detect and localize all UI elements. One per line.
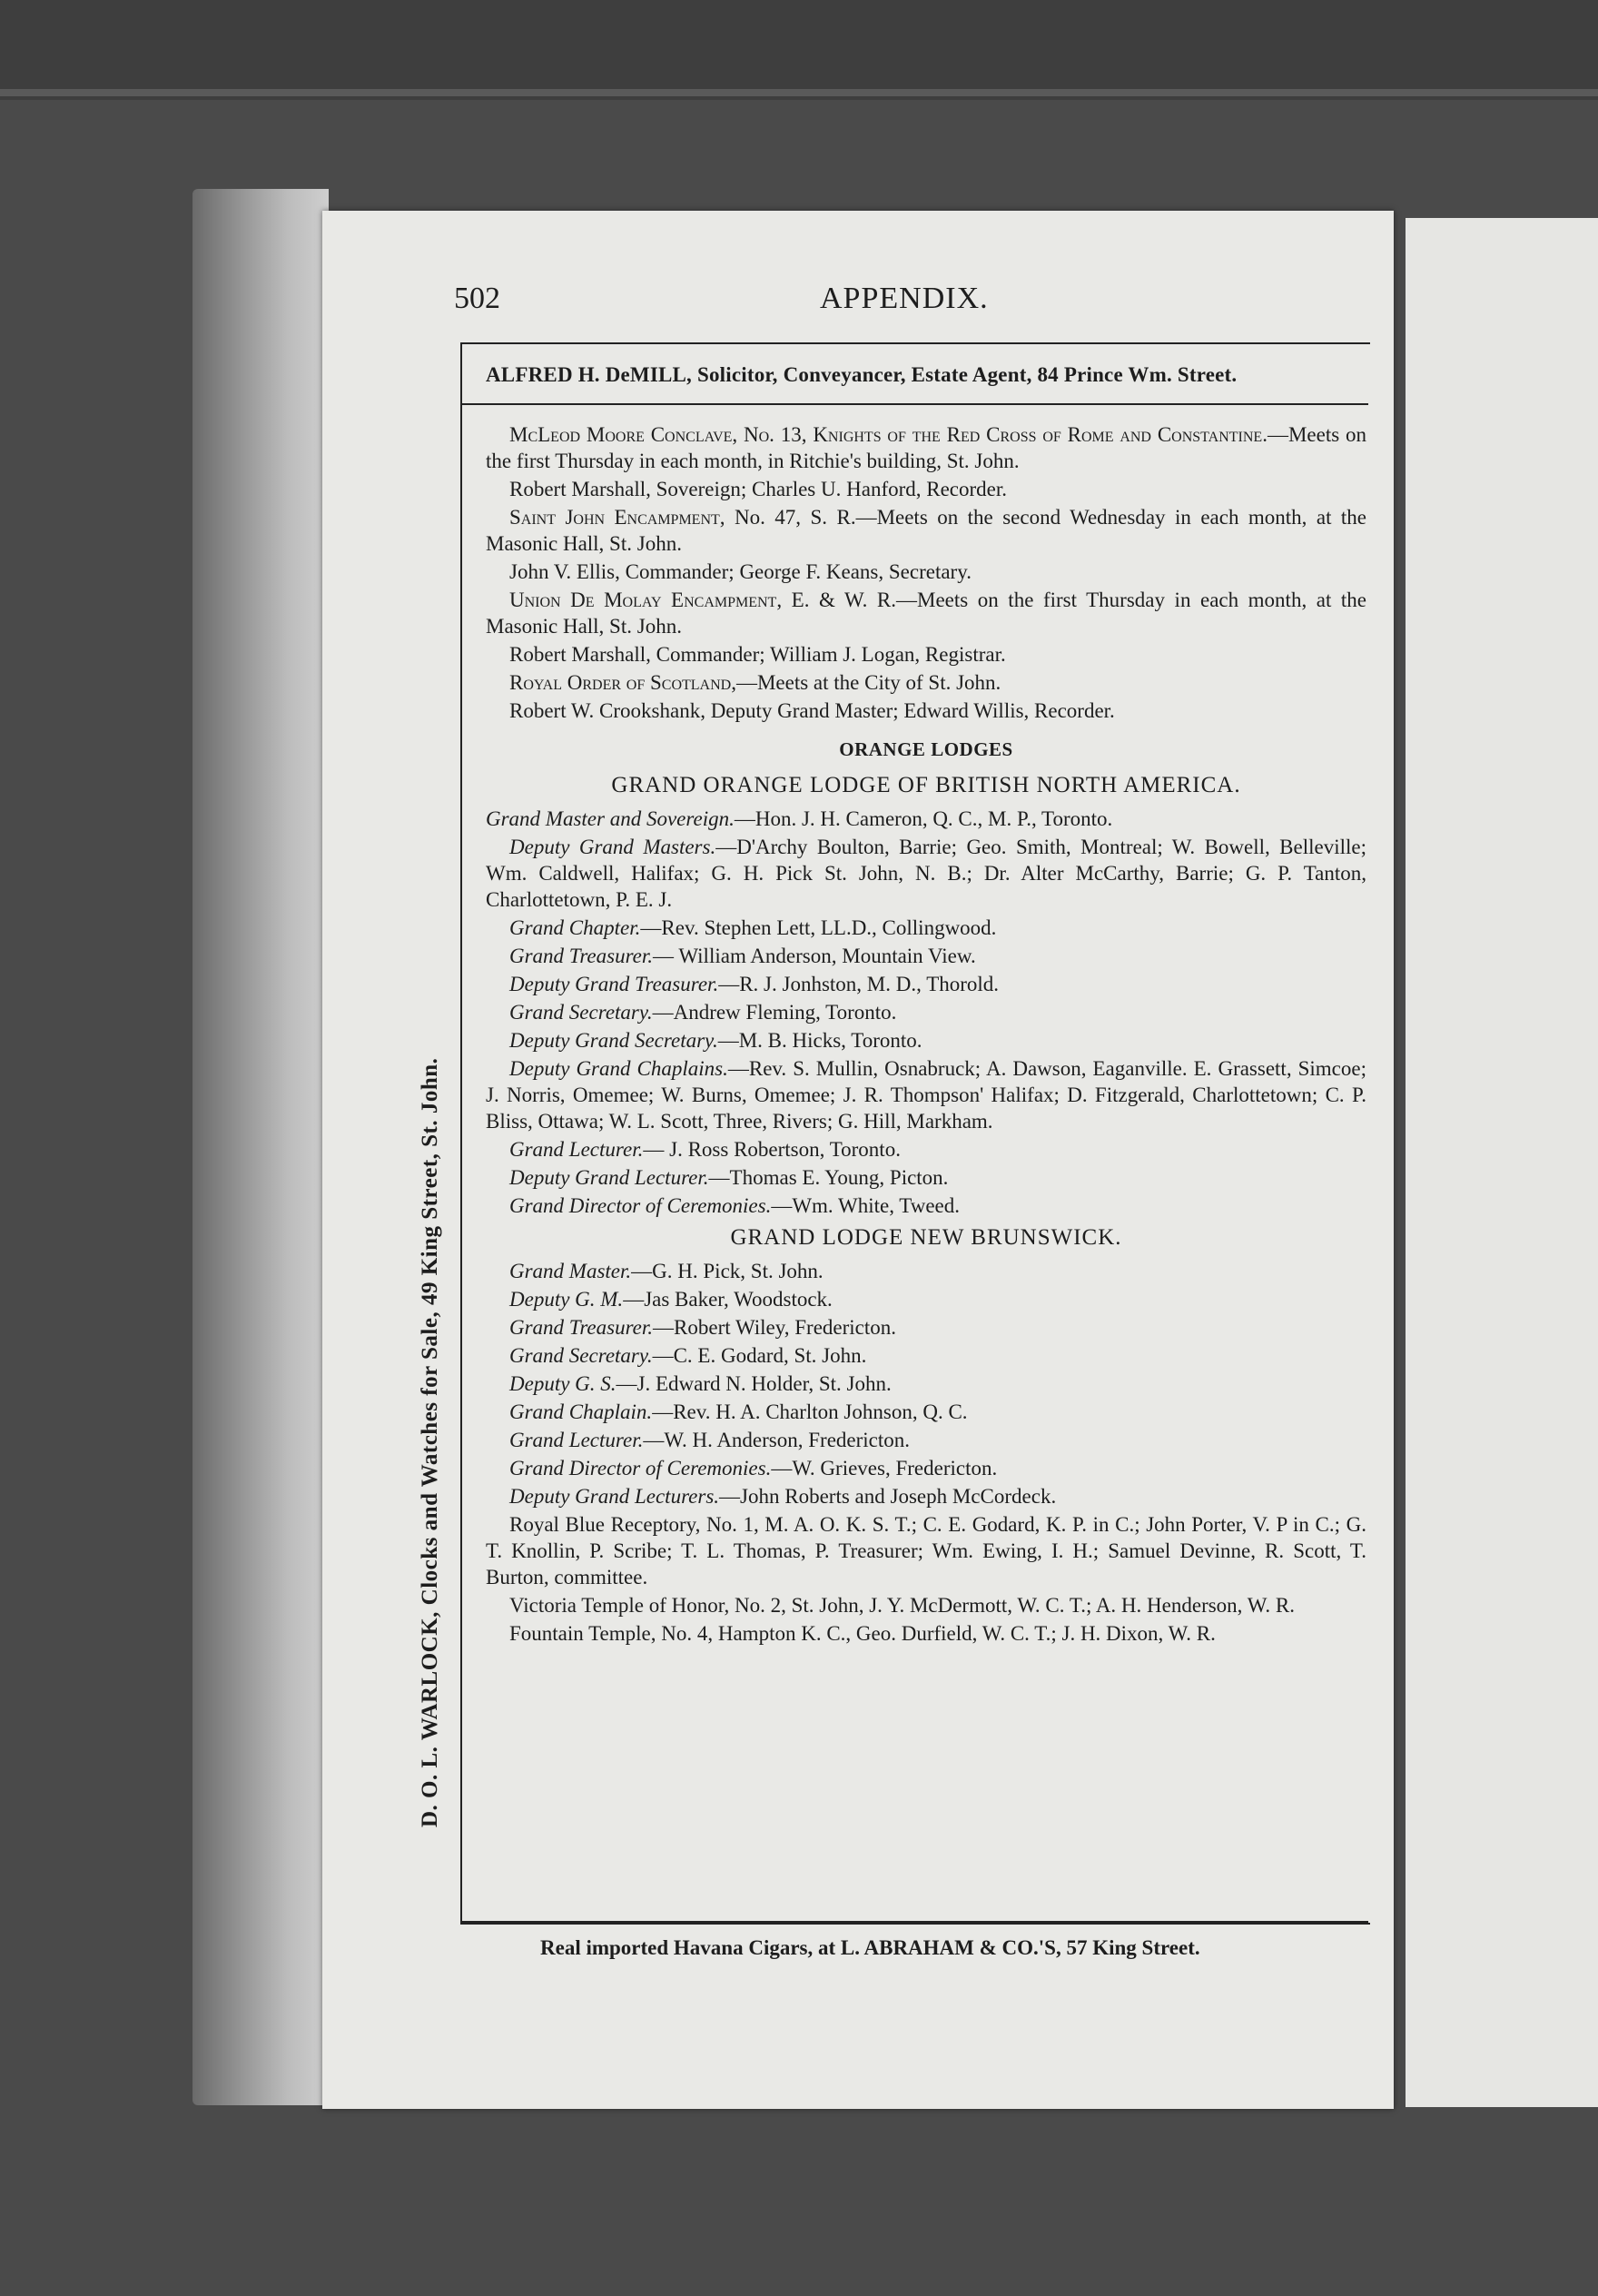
officer-entry	[486, 1286, 1366, 1312]
entry-lead: McLeod Moore Conclave, No. 13, Knights of the Red Cross of Rome and Constantine.	[509, 423, 1268, 446]
bottom-advertisement: Real imported Havana Cigars, at L. ABRAHAM & CO.'S, 57 King Street.	[540, 1936, 1200, 1959]
running-title: APPENDIX.	[820, 282, 989, 315]
officer-entry	[486, 1342, 1366, 1369]
officer-entry	[486, 834, 1366, 913]
officer-text: —Andrew Fleming, Toronto.	[652, 1001, 897, 1024]
entry-text: No. 47, S. R.—Meets on the second Wednesday in each month, at the Masonic Hall, St. John.	[486, 506, 1367, 555]
officer-title: Deputy Grand Masters.	[509, 836, 716, 858]
officer-entry	[486, 1193, 1366, 1219]
section-heading: ORANGE LODGES	[839, 738, 1013, 760]
officer-title: Deputy Grand Treasurer.	[509, 973, 719, 995]
officer-title: Deputy G. S.	[509, 1372, 617, 1395]
facing-page	[1406, 218, 1598, 2107]
officer-entry	[486, 1314, 1366, 1341]
top-advertisement: ALFRED H. DeMILL, Solicitor, Conveyancer, Estate Agent, 84 Prince Wm. Street.	[486, 363, 1238, 386]
officer-entry	[486, 1258, 1366, 1284]
officer-entry	[486, 1455, 1366, 1481]
officer-text: —Jas Baker, Woodstock.	[623, 1288, 833, 1311]
officer-text: —Thomas E. Young, Picton.	[708, 1166, 949, 1189]
officer-entry	[486, 943, 1366, 969]
officer-title: Grand Director of Ceremonies.	[509, 1194, 772, 1217]
officer-entry	[486, 1483, 1366, 1509]
closing-paragraph: Victoria Temple of Honor, No. 2, St. John, J. Y. McDermott, W. C. T.; A. H. Henderson, W. R.	[509, 1594, 1295, 1617]
entry-text: E. & W. R.—Meets on the first Thursday in each month, at the Masonic Hall, St. John.	[486, 589, 1366, 638]
page-body	[486, 421, 1366, 1648]
officer-entry	[486, 1427, 1366, 1453]
officer-title: Grand Chaplain.	[509, 1400, 653, 1423]
section-subheading: GRAND ORANGE LODGE OF BRITISH NORTH AMERICA.	[611, 773, 1241, 797]
entry-officers: Robert W. Crookshank, Deputy Grand Master; Edward Willis, Recorder.	[509, 699, 1115, 722]
entry-encampment	[486, 587, 1366, 639]
officer-title: Grand Lecturer.	[509, 1429, 644, 1451]
officer-text: — William Anderson, Mountain View.	[653, 945, 976, 967]
officer-text: —D'Archy Boulton, Barrie; Geo. Smith, Montreal; W. Bowell, Belleville; Wm. Caldwell, Halifax; G. H. Pick St. John, N. B.; Dr. Alter McCarthy, Barrie; G. P. Tanton, Charlottetown, P. E. J.	[486, 836, 1366, 911]
officer-entry	[486, 1055, 1366, 1134]
officer-title: Deputy Grand Chaplains.	[509, 1057, 728, 1080]
officer-text: —W. Grieves, Fredericton.	[771, 1457, 998, 1480]
officer-title: Grand Secretary.	[509, 1344, 653, 1367]
entry-text: —Meets on the first Thursday in each month, in Ritchie's building, St. John.	[486, 423, 1366, 472]
officer-text: —Rev. H. A. Charlton Johnson, Q. C.	[652, 1400, 968, 1423]
officer-entry	[486, 999, 1366, 1025]
officer-entry	[486, 1164, 1366, 1191]
officer-text: —G. H. Pick, St. John.	[631, 1260, 824, 1282]
officer-text: —C. E. Godard, St. John.	[652, 1344, 867, 1367]
officer-entry	[486, 1371, 1366, 1397]
closing-paragraph: Fountain Temple, No. 4, Hampton K. C., Geo. Durfield, W. C. T.; J. H. Dixon, W. R.	[509, 1622, 1216, 1645]
officer-text: —R. J. Jonhston, M. D., Thorold.	[718, 973, 1000, 995]
officer-text: —John Roberts and Joseph McCordeck.	[719, 1485, 1057, 1508]
officer-title: Deputy Grand Lecturer.	[509, 1166, 709, 1189]
entry-lead: Royal Order of Scotland,	[509, 671, 736, 694]
book-page-edges	[192, 189, 329, 2105]
officer-title: Grand Chapter.	[509, 916, 641, 939]
officer-text: —Hon. J. H. Cameron, Q. C., M. P., Toronto.	[734, 807, 1113, 830]
officer-entry	[486, 915, 1366, 941]
entry-text: —Meets at the City of St. John.	[735, 671, 1001, 694]
officer-entry	[486, 1136, 1366, 1163]
book-page	[322, 211, 1394, 2109]
officer-entry	[486, 971, 1366, 997]
officer-title: Grand Director of Ceremonies.	[509, 1457, 772, 1480]
bottom-ad-rule	[460, 1921, 1368, 1923]
entry-lead: Union De Molay Encampment,	[509, 589, 783, 611]
officer-title: Deputy Grand Lecturers.	[509, 1485, 720, 1508]
side-advertisement: D. O. L. WARLOCK, Clocks and Watches for Sale, 49 King Street, St. John.	[418, 1057, 442, 1827]
officer-title: Grand Master and Sovereign.	[486, 807, 735, 830]
entry-officers: John V. Ellis, Commander; George F. Keans, Secretary.	[509, 560, 972, 583]
officer-entry	[486, 1399, 1366, 1425]
officer-title: Grand Treasurer.	[509, 1316, 654, 1339]
officer-title: Grand Lecturer.	[509, 1138, 644, 1161]
officer-title: Grand Secretary.	[509, 1001, 653, 1024]
entry-officers: Robert Marshall, Sovereign; Charles U. Hanford, Recorder.	[509, 478, 1008, 500]
officer-entry	[486, 1027, 1366, 1054]
background-top	[0, 0, 1598, 100]
officer-title: Grand Master.	[509, 1260, 632, 1282]
officer-text: —Rev. S. Mullin, Osnabruck; A. Dawson, Eaganville. E. Grassett, Simcoe; J. Norris, Omemee; W. Burns, Omemee; J. R. Thompson' Halifax; D. Fitzgerald, Charlottetown; C. P. Bliss, Ottawa; W. L. Scott, Three, Rivers; G. Hill, Markham.	[486, 1057, 1366, 1133]
officer-text: —M. B. Hicks, Toronto.	[717, 1029, 922, 1052]
entry-royal-order	[486, 669, 1366, 696]
officer-text: —W. H. Anderson, Fredericton.	[643, 1429, 911, 1451]
officer-title: Deputy G. M.	[509, 1288, 624, 1311]
officer-text: —Wm. White, Tweed.	[771, 1194, 961, 1217]
officer-entry	[486, 806, 1366, 832]
officer-text: —Robert Wiley, Fredericton.	[653, 1316, 897, 1339]
entry-conclave	[486, 421, 1366, 474]
officer-title: Grand Treasurer.	[509, 945, 654, 967]
entry-officers: Robert Marshall, Commander; William J. Logan, Registrar.	[509, 643, 1006, 666]
top-ad-rule	[460, 403, 1368, 405]
officer-text: — J. Ross Robertson, Toronto.	[643, 1138, 901, 1161]
officer-text: —J. Edward N. Holder, St. John.	[616, 1372, 892, 1395]
closing-paragraph: Royal Blue Receptory, No. 1, M. A. O. K. S. T.; C. E. Godard, K. P. in C.; John Porter, V. P in C.; G. T. Knollin, P. Scribe; T. L. Thomas, P. Treasurer; Wm. Ewing, I. H.; Samuel Devinne, R. Scott, T. Burton, committee.	[486, 1513, 1366, 1588]
entry-lead: Saint John Encampment,	[509, 506, 725, 529]
section-subheading: GRAND LODGE NEW BRUNSWICK.	[730, 1225, 1122, 1250]
entry-encampment	[486, 504, 1366, 557]
page-number: 502	[454, 282, 500, 315]
officer-title: Deputy Grand Secretary.	[509, 1029, 718, 1052]
officer-text: —Rev. Stephen Lett, LL.D., Collingwood.	[640, 916, 997, 939]
background-band	[0, 89, 1598, 96]
